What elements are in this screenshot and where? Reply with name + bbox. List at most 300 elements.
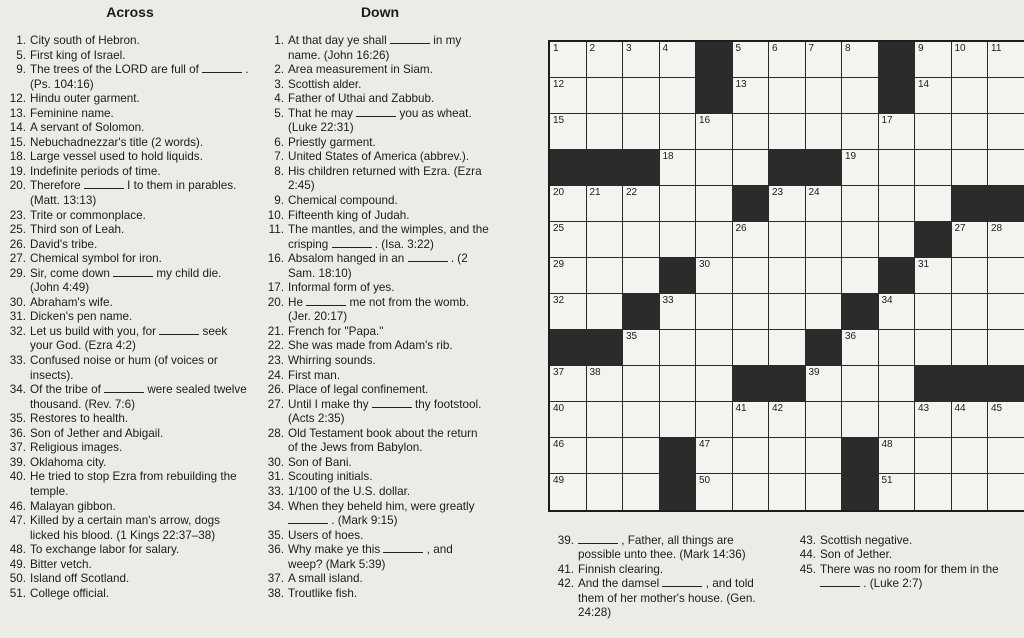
clue-number: 23. [267,354,284,368]
grid-block [915,222,952,258]
grid-cell[interactable] [623,222,660,258]
across-clue [0,165,252,180]
clue-text: When they beheld him, were greatly [288,499,475,513]
across-clue [0,223,252,238]
grid-cell[interactable] [915,402,952,438]
grid-cell[interactable] [769,258,806,294]
grid-cell[interactable] [696,438,733,474]
grid-cell[interactable] [733,330,770,366]
clue-text: Of the tribe of [30,383,105,397]
grid-cell[interactable] [952,438,989,474]
cell-number: 4 [662,43,669,54]
grid-cell[interactable] [550,258,587,294]
answer-blank [84,179,124,189]
down-clue [258,150,490,165]
clue-text: Let us build with you, for [30,324,160,338]
grid-cell[interactable] [879,222,916,258]
grid-cell[interactable] [696,222,733,258]
grid-cell[interactable] [842,330,879,366]
clue-text: Indefinite periods of time. [30,164,161,178]
grid-cell[interactable] [696,294,733,330]
grid-cell[interactable] [952,330,989,366]
grid-cell[interactable] [696,474,733,510]
across-clue [0,49,252,64]
down-clue [258,209,490,224]
down-clue [790,548,1020,562]
grid-cell[interactable] [915,438,952,474]
clue-text: you as wheat. (Luke 22:31) [288,106,472,135]
grid-cell[interactable] [988,402,1024,438]
down-clue [258,325,490,340]
grid-cell[interactable] [879,186,916,222]
clue-text: A servant of Solomon. [30,121,145,135]
clue-number: 14. [9,121,26,135]
grid-cell[interactable] [988,150,1024,186]
grid-block [952,366,989,402]
grid-block [696,42,733,78]
cell-number: 47 [699,439,711,450]
grid-cell[interactable] [915,474,952,510]
grid-cell[interactable] [696,258,733,294]
cell-number: 15 [553,115,565,126]
grid-cell[interactable] [988,330,1024,366]
down-clue [258,485,490,500]
down-clue [258,296,490,325]
clue-number: 20. [267,295,284,309]
answer-blank [820,577,860,587]
grid-cell[interactable] [623,474,660,510]
grid-cell[interactable] [952,294,989,330]
grid-cell[interactable] [879,294,916,330]
grid-cell[interactable] [733,474,770,510]
grid-cell[interactable] [733,222,770,258]
grid-cell[interactable] [623,366,660,402]
grid-cell[interactable] [952,402,989,438]
grid-cell[interactable] [550,366,587,402]
grid-cell[interactable] [915,330,952,366]
grid-cell[interactable] [733,438,770,474]
clue-text: She was made from Adam's rib. [288,339,453,353]
cell-number: 39 [808,367,820,378]
grid-cell[interactable] [550,114,587,150]
clue-text: Large vessel used to hold liquids. [30,150,203,164]
grid-cell[interactable] [550,42,587,78]
answer-blank [578,534,618,544]
down-clue [258,136,490,151]
grid-cell[interactable] [733,402,770,438]
grid-cell[interactable] [769,78,806,114]
grid-cell[interactable] [660,402,697,438]
clue-text: Chemical symbol for iron. [30,252,162,266]
cell-number: 37 [553,367,565,378]
grid-cell[interactable] [842,258,879,294]
grid-cell[interactable] [696,150,733,186]
grid-cell[interactable] [988,474,1024,510]
grid-cell[interactable] [806,78,843,114]
across-clue [0,354,252,383]
clue-number: 23. [9,208,26,222]
grid-cell[interactable] [988,114,1024,150]
grid-cell[interactable] [952,474,989,510]
clue-text: Feminine name. [30,106,114,120]
clue-text: . (Luke 2:7) [863,577,923,591]
clue-text: were sealed twelve thousand. (Rev. 7:6) [30,383,247,411]
clue-text: , Father, all things are possible unto thee. (Mark 14:36) [578,534,746,562]
clue-text: Chemical compound. [288,194,398,208]
cell-number: 46 [553,439,565,450]
clue-text: City south of Hebron. [30,34,140,47]
grid-cell[interactable] [842,402,879,438]
down-clue [790,563,1020,592]
down-clue [258,529,490,544]
grid-cell[interactable] [660,330,697,366]
grid-block [623,150,660,186]
across-clue [0,107,252,122]
grid-cell[interactable] [879,474,916,510]
grid-block [915,366,952,402]
down-clue [548,577,778,620]
grid-block [733,366,770,402]
grid-cell[interactable] [587,438,624,474]
cell-number: 6 [772,43,778,54]
clue-text: He tried to stop Ezra from rebuilding the temple. [30,470,237,498]
grid-cell[interactable] [915,258,952,294]
clue-number: 12. [9,92,26,106]
grid-cell[interactable] [879,402,916,438]
clue-number: 39. [557,534,574,547]
grid-cell[interactable] [952,150,989,186]
grid-cell[interactable] [696,186,733,222]
down-clue [258,354,490,369]
clue-text: Bitter vetch. [30,557,92,571]
grid-cell[interactable] [550,474,587,510]
grid-cell[interactable] [806,114,843,150]
grid-cell[interactable] [587,366,624,402]
clue-text: Informal form of yes. [288,281,395,295]
grid-cell[interactable] [952,222,989,258]
clue-text: Religious images. [30,441,123,455]
grid-cell[interactable] [769,114,806,150]
cell-number: 36 [845,331,857,342]
grid-cell[interactable] [696,330,733,366]
across-clue [0,500,252,515]
grid-cell[interactable] [696,114,733,150]
clue-number: 39. [9,455,26,469]
down-clue [258,339,490,354]
grid-cell[interactable] [587,258,624,294]
clue-number: 18. [9,150,26,164]
clue-text: Priestly garment. [288,135,376,149]
grid-cell[interactable] [769,186,806,222]
grid-cell[interactable] [988,222,1024,258]
clue-text: Place of legal confinement. [288,383,429,397]
grid-cell[interactable] [733,258,770,294]
clue-text: First king of Israel. [30,48,126,62]
grid-cell[interactable] [879,150,916,186]
grid-cell[interactable] [587,402,624,438]
cell-number: 28 [991,223,1003,234]
clue-text: , and weep? (Mark 5:39) [288,543,453,571]
cell-number: 21 [589,187,601,198]
grid-cell[interactable] [842,366,879,402]
grid-cell[interactable] [623,114,660,150]
grid-cell[interactable] [623,402,660,438]
grid-cell[interactable] [660,114,697,150]
clue-number: 32. [9,324,26,338]
clue-text: Until I make thy [288,397,372,411]
down-clue [258,165,490,194]
grid-cell[interactable] [879,114,916,150]
across-clue-list [0,34,252,601]
grid-cell[interactable] [769,402,806,438]
cell-number: 50 [699,475,711,486]
cell-number: 48 [881,439,893,450]
clue-text: Finnish clearing. [578,562,664,576]
cell-number: 49 [553,475,565,486]
answer-blank [113,267,153,277]
cell-number: 5 [735,43,742,54]
grid-cell[interactable] [769,438,806,474]
grid-cell[interactable] [769,294,806,330]
clue-number: 31. [9,310,26,324]
grid-cell[interactable] [587,186,624,222]
clue-text: Users of hoes. [288,528,364,542]
grid-cell[interactable] [806,258,843,294]
cell-number: 44 [954,403,966,414]
grid-cell[interactable] [733,78,770,114]
clue-text: Abraham's wife. [30,295,113,309]
down-clue [258,194,490,209]
grid-cell[interactable] [806,366,843,402]
grid-cell[interactable] [879,330,916,366]
across-clue [0,383,252,412]
grid-cell[interactable] [842,222,879,258]
across-clue [0,470,252,499]
grid-cell[interactable] [550,438,587,474]
grid-cell[interactable] [806,474,843,510]
grid-cell[interactable] [733,150,770,186]
clue-number: 24. [267,368,284,382]
grid-cell[interactable] [660,42,697,78]
clue-number: 42. [557,577,574,591]
grid-cell[interactable] [769,42,806,78]
grid-block [879,42,916,78]
across-heading: Across [106,4,154,20]
grid-cell[interactable] [660,222,697,258]
across-clue [0,558,252,573]
clue-text: College official. [30,586,110,600]
clue-text: Scouting initials. [288,470,373,484]
grid-cell[interactable] [915,114,952,150]
across-clue [0,136,252,151]
clue-number: 8. [274,164,284,178]
grid-cell[interactable] [952,42,989,78]
grid-cell[interactable] [769,474,806,510]
grid-block [952,186,989,222]
down-clue [258,223,490,252]
grid-cell[interactable] [806,294,843,330]
grid-cell[interactable] [623,186,660,222]
grid-cell[interactable] [915,150,952,186]
clue-text: Why make ye this [288,543,384,557]
grid-cell[interactable] [587,114,624,150]
grid-cell[interactable] [806,438,843,474]
cell-number: 38 [589,367,601,378]
cell-number: 19 [845,151,857,162]
clue-number: 30. [9,295,26,309]
cell-number: 8 [845,43,851,54]
grid-cell[interactable] [623,78,660,114]
clue-number: 17. [267,281,284,295]
clue-number: 47. [9,514,26,528]
clue-number: 37. [267,572,284,586]
clue-number: 33. [9,354,26,368]
grid-cell[interactable] [915,186,952,222]
grid-cell[interactable] [587,474,624,510]
clue-text: , and told them of her mother's house. (Gen. 24:28) [578,577,756,620]
grid-cell[interactable] [550,402,587,438]
grid-cell[interactable] [696,402,733,438]
grid-cell[interactable] [660,366,697,402]
grid-block [660,258,697,294]
grid-cell[interactable] [550,294,587,330]
down-clue [258,470,490,485]
grid-cell[interactable] [952,114,989,150]
answer-blank [332,238,372,248]
down-clue [790,534,1020,548]
clue-text: Hindu outer garment. [30,92,140,106]
grid-cell[interactable] [550,222,587,258]
grid-cell[interactable] [988,438,1024,474]
cell-number: 16 [699,115,711,126]
answer-blank [356,107,396,117]
clue-number: 5. [16,48,26,62]
grid-cell[interactable] [952,258,989,294]
down-clue-list [258,34,490,601]
clue-number: 25. [9,223,26,237]
clue-text: He [288,295,307,309]
grid-cell[interactable] [623,258,660,294]
clue-text: There was no room for them in the [820,562,999,576]
across-clue [0,179,252,208]
grid-cell[interactable] [842,186,879,222]
grid-cell[interactable] [623,438,660,474]
grid-cell[interactable] [550,78,587,114]
grid-cell[interactable] [842,150,879,186]
grid-cell[interactable] [587,42,624,78]
grid-block [733,186,770,222]
grid-cell[interactable] [842,114,879,150]
grid-cell[interactable] [623,330,660,366]
grid-block [879,78,916,114]
grid-cell[interactable] [587,294,624,330]
across-clue [0,310,252,325]
grid-cell[interactable] [915,78,952,114]
grid-block [550,330,587,366]
down-clue [258,398,490,427]
grid-cell[interactable] [733,42,770,78]
grid-cell[interactable] [660,78,697,114]
clue-text: Oklahoma city. [30,455,107,469]
cell-number: 17 [881,115,893,126]
grid-cell[interactable] [842,42,879,78]
cell-number: 31 [918,259,930,270]
answer-blank [372,398,412,408]
grid-cell[interactable] [879,366,916,402]
clue-number: 29. [9,266,26,280]
clue-text: Area measurement in Siam. [288,63,433,77]
grid-cell[interactable] [806,402,843,438]
down-clue [258,427,490,456]
grid-cell[interactable] [587,78,624,114]
grid-cell[interactable] [806,222,843,258]
answer-blank [288,514,328,524]
clue-text: Absalom hanged in an [288,252,408,266]
answer-blank [662,577,702,587]
cell-number: 32 [553,295,565,306]
clue-number: 1. [274,34,284,47]
grid-cell[interactable] [623,42,660,78]
across-clue [0,252,252,267]
grid-cell[interactable] [733,294,770,330]
clue-number: 35. [9,412,26,426]
clue-text: Whirring sounds. [288,354,376,368]
grid-cell[interactable] [550,186,587,222]
grid-cell[interactable] [587,222,624,258]
clue-text: Father of Uthai and Zabbub. [288,92,435,106]
grid-cell[interactable] [915,294,952,330]
grid-cell[interactable] [660,150,697,186]
grid-block [842,474,879,510]
grid-cell[interactable] [879,438,916,474]
grid-cell[interactable] [769,330,806,366]
clue-text: First man. [288,368,340,382]
down-clue-list-continued-2 [790,534,1020,592]
grid-cell[interactable] [769,222,806,258]
clue-number: 2. [274,63,284,77]
clue-number: 10. [267,208,284,222]
grid-cell[interactable] [842,78,879,114]
grid-cell[interactable] [988,78,1024,114]
down-clue [258,252,490,281]
grid-block [660,438,697,474]
clue-number: 26. [267,383,284,397]
grid-cell[interactable] [988,42,1024,78]
down-clue [258,92,490,107]
cell-number: 45 [991,403,1003,414]
answer-blank [306,296,346,306]
answer-blank [390,34,430,44]
clue-number: 36. [9,426,26,440]
across-clue [0,296,252,311]
grid-cell[interactable] [915,42,952,78]
grid-cell[interactable] [988,294,1024,330]
grid-cell[interactable] [988,258,1024,294]
grid-cell[interactable] [660,186,697,222]
down-clue [258,369,490,384]
grid-cell[interactable] [952,78,989,114]
grid-block [879,258,916,294]
grid-cell[interactable] [806,42,843,78]
clue-number: 9. [274,194,284,208]
grid-cell[interactable] [660,294,697,330]
clue-text: Confused noise or hum (of voices or insects). [30,354,218,382]
grid-cell[interactable] [806,186,843,222]
down-clue [258,500,490,529]
grid-block [696,78,733,114]
grid-cell[interactable] [733,114,770,150]
grid-cell[interactable] [696,366,733,402]
